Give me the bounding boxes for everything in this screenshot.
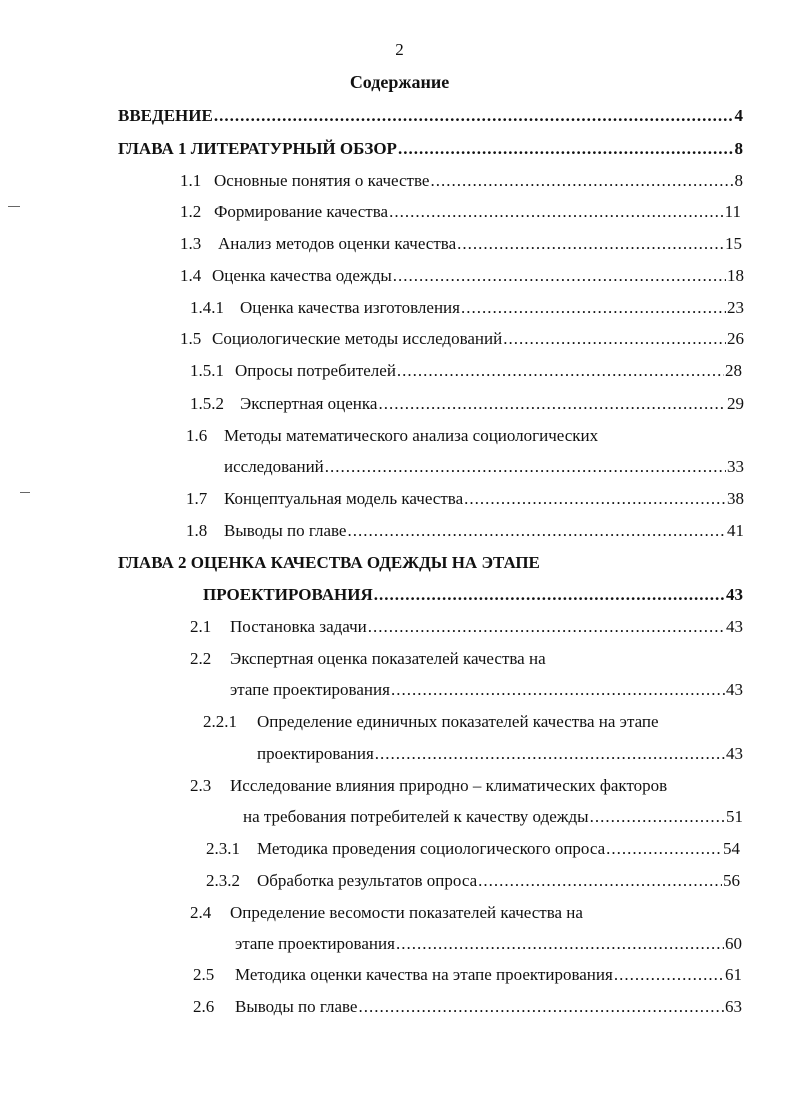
toc-entry-2-6: 2.6 Выводы по главе ..... 63 [193,996,742,1018]
toc-entry-1-6-line1: 1.6 Методы математического анализа социологических [186,426,599,445]
toc-entry-2-4-line1: 2.4 Определение весомости показателей качества на [190,903,583,922]
scan-mark [8,206,20,207]
toc-entry-1-3: 1.3 Анализ методов оценки качества ..... 15 [180,233,742,255]
toc-entry-1-2: 1.2 Формирование качества ..... 11 [180,201,741,223]
toc-entry-1-5-1: 1.5.1 Опросы потребителей ..... 28 [190,360,742,382]
toc-entry-2-4-line2: этапе проектирования ..... 60 [235,933,742,955]
toc-entry-chapter-2-line2: ПРОЕКТИРОВАНИЯ ..... 43 [203,584,743,606]
toc-entry-1-6-line2: исследований ..... 33 [224,456,744,478]
toc-entry-chapter-2-line1: ГЛАВА 2 ОЦЕНКА КАЧЕСТВА ОДЕЖДЫ НА ЭТАПЕ [118,553,540,572]
toc-entry-2-2-line2: этапе проектирования ..... 43 [230,679,743,701]
toc-entry-2-2-1-line1: 2.2.1 Определение единичных показателей качества на этапе [203,712,659,731]
toc-entry-2-3-line2: на требования потребителей к качеству одежды ..... 51 [243,806,743,828]
page-number: 2 [395,40,404,59]
toc-entry-2-1: 2.1 Постановка задачи ..... 43 [190,616,743,638]
toc-entry-1-4-1: 1.4.1 Оценка качества изготовления ..... 23 [190,297,744,319]
toc-entry-2-2-line1: 2.2 Экспертная оценка показателей качества на [190,649,546,668]
toc-entry-1-4: 1.4 Оценка качества одежды ..... 18 [180,265,744,287]
toc-entry-intro: ВВЕДЕНИЕ ..... 4 [118,105,743,127]
toc-entry-2-3-2: 2.3.2 Обработка результатов опроса ..... 56 [206,870,740,892]
toc-entry-2-2-1-line2: проектирования ..... 43 [257,743,743,765]
toc-entry-2-3-line1: 2.3 Исследование влияния природно – климатических факторов [190,776,668,795]
toc-entry-1-5: 1.5 Социологические методы исследований ..... 26 [180,328,744,350]
page-title: Содержание [349,72,450,92]
toc-entry-1-7: 1.7 Концептуальная модель качества ..... 38 [186,488,744,510]
toc-entry-2-3-1: 2.3.1 Методика проведения социологического опроса ..... 54 [206,838,740,860]
toc-entry-chapter-1: ГЛАВА 1 ЛИТЕРАТУРНЫЙ ОБЗОР ..... 8 [118,138,743,160]
toc-entry-1-8: 1.8 Выводы по главе ..... 41 [186,520,744,542]
toc-entry-2-5: 2.5 Методика оценки качества на этапе проектирования ..... 61 [193,964,742,986]
toc-entry-1-5-2: 1.5.2 Экспертная оценка ..... 29 [190,393,744,415]
scan-mark [20,492,30,493]
toc-entry-1-1: 1.1 Основные понятия о качестве ..... 8 [180,170,743,192]
